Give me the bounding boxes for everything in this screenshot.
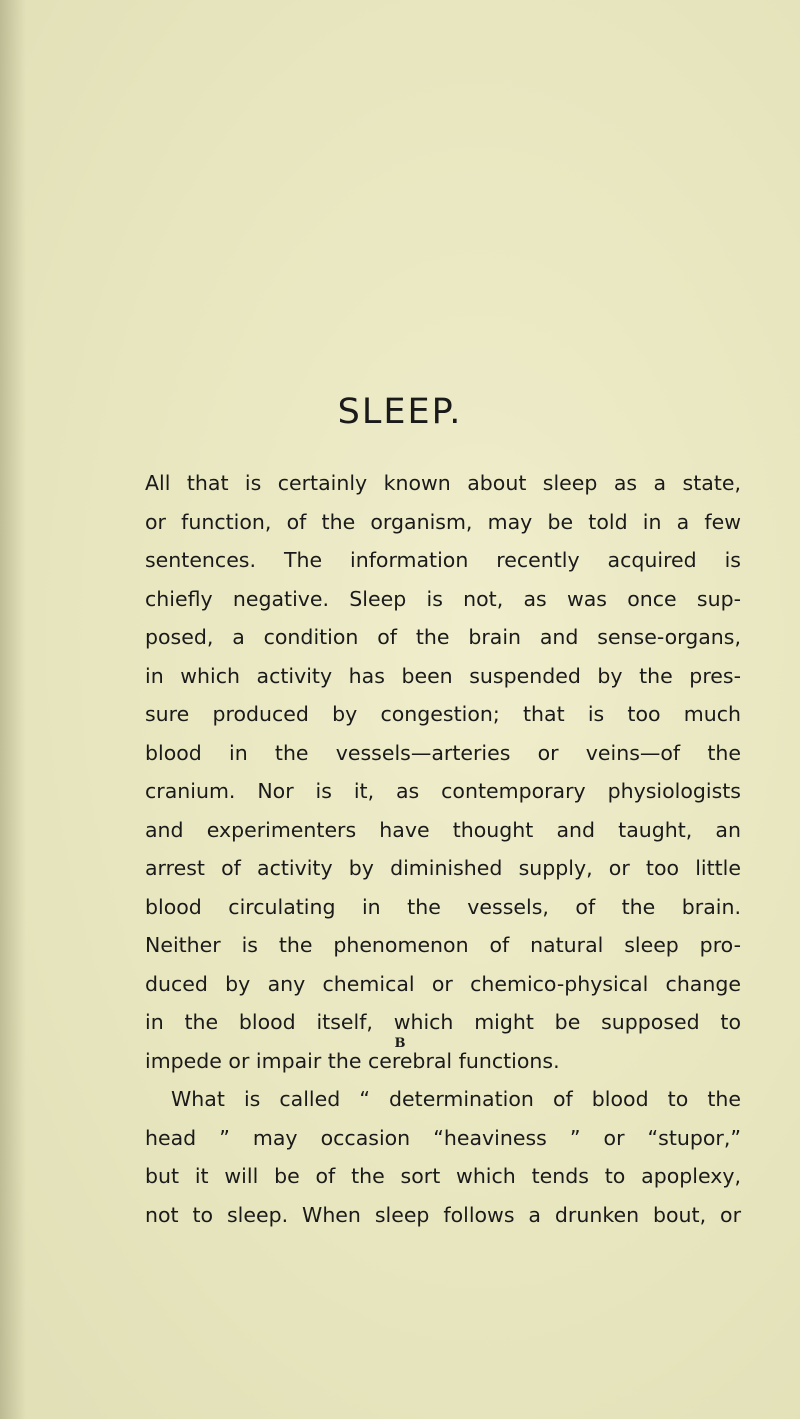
page-edge-shadow <box>0 0 26 1419</box>
text-line: head ” may occasion “heaviness ” or “stupor,” <box>145 1125 741 1150</box>
text-line: blood circulating in the vessels, of the brain. <box>145 894 741 919</box>
text-line: and experimenters have thought and taught, an <box>145 817 741 842</box>
text-line: posed, a condition of the brain and sense-organs, <box>145 625 741 649</box>
chapter-title: SLEEP. <box>337 392 463 432</box>
text-line: arrest of activity by diminished supply, or too little <box>145 856 741 880</box>
text-line: Neither is the phenomenon of natural sleep pro- <box>145 933 741 957</box>
text-line: sure produced by congestion; that is too much <box>145 702 741 726</box>
body-text <box>145 464 741 1234</box>
text-line: but it will be of the sort which tends to apoplexy, <box>145 1164 741 1188</box>
text-line: not to sleep. When sleep follows a drunken bout, or <box>145 1202 741 1227</box>
text-line: impede or impair the cerebral functions. <box>145 1048 560 1073</box>
text-line: What is called “ determination of blood to the <box>171 1087 741 1111</box>
text-line: in which activity has been suspended by the pres- <box>145 663 741 688</box>
signature-mark: B <box>394 1036 406 1051</box>
text-line: or function, of the organism, may be told in a few <box>145 509 741 534</box>
text-line: blood in the vessels—arteries or veins—of the <box>145 740 741 765</box>
text-line: sentences. The information recently acquired is <box>145 548 741 572</box>
text-line: All that is certainly known about sleep as a state, <box>145 471 741 495</box>
text-line: chiefly negative. Sleep is not, as was once sup- <box>145 586 741 611</box>
text-line: duced by any chemical or chemico-physical change <box>145 971 741 996</box>
text-line: in the blood itself, which might be supposed to <box>145 1010 741 1034</box>
text-line: cranium. Nor is it, as contemporary physiologists <box>145 779 741 803</box>
